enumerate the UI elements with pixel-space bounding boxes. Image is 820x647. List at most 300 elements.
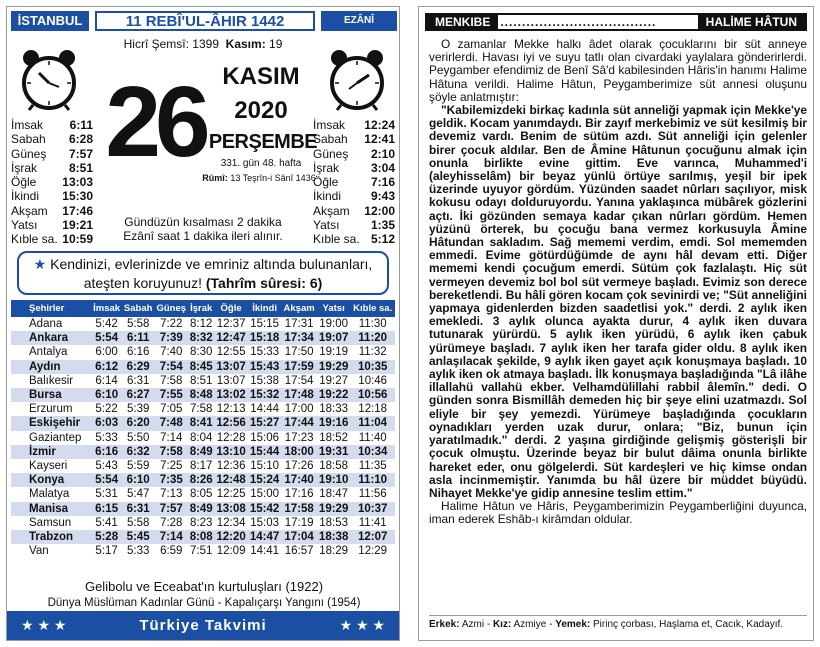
menu-yemek: Pirinç çorbası, Haşlama et, Cacık, Kadayıf. — [593, 619, 784, 630]
time-cell: 17:48 — [281, 388, 317, 402]
table-row — [11, 473, 395, 487]
table-row — [11, 345, 395, 359]
time-cell: 7:05 — [160, 403, 183, 416]
time-cell: 11:10 — [350, 473, 395, 487]
prayer-time-label: Akşam — [313, 203, 350, 218]
prayer-time-value: 17:46 — [62, 203, 93, 218]
time-cell: 18:47 — [319, 488, 349, 501]
time-cell: 7:25 — [160, 460, 183, 473]
prayer-time-label: Yatsı — [313, 218, 340, 233]
time-cell: 7:35 — [154, 473, 188, 487]
time-cell: 12:18 — [358, 403, 388, 416]
time-cell: 8:12 — [190, 318, 213, 330]
time-cell: 5:33 — [95, 431, 118, 444]
city-name: İzmir — [11, 445, 91, 459]
cities-table — [11, 300, 395, 558]
prayer-time-label: Sabah — [313, 132, 348, 147]
time-cell: 18:33 — [319, 403, 349, 416]
prayer-time-label: Yatsı — [11, 218, 38, 233]
time-cell: 8:04 — [190, 431, 213, 444]
brand-bar — [7, 611, 399, 640]
time-cell: 5:17 — [95, 545, 118, 558]
time-cell: 5:41 — [95, 516, 118, 529]
ezani-tag: EZÂNÎ (MAHALLÎ) — [321, 11, 397, 31]
time-cell: 7:55 — [154, 388, 188, 402]
time-cell: 5:58 — [126, 318, 150, 330]
prayer-time-label: İmsak — [313, 118, 346, 132]
time-cell: 5:39 — [126, 403, 150, 416]
time-cell: 15:32 — [248, 388, 282, 402]
table-row — [11, 402, 395, 416]
prayer-time-value: 6:11 — [69, 118, 93, 132]
time-cell: 6:11 — [122, 331, 154, 345]
city-name: Aydın — [11, 360, 91, 374]
time-cell: 19:00 — [319, 318, 349, 330]
city-name: Manisa — [11, 502, 91, 516]
time-cell: 8:08 — [189, 531, 213, 544]
column-header: Kıble sa. — [350, 300, 395, 317]
column-header: İkindi — [248, 300, 282, 317]
time-cell: 17:00 — [284, 403, 314, 416]
time-cell: 14:47 — [248, 530, 282, 544]
time-cell: 15:06 — [250, 431, 279, 444]
time-cell: 7:22 — [160, 318, 183, 330]
event-line-2: Dünya Müslüman Kadınlar Günü - Kapalıçarşı Yangını (1954) — [47, 597, 361, 609]
time-cell: 13:08 — [214, 502, 248, 516]
time-cell: 7:14 — [160, 431, 183, 444]
prayer-time-label: Öğle — [313, 175, 339, 190]
prayer-time-row — [313, 161, 395, 175]
table-row — [11, 388, 395, 402]
city-name: Trabzon — [11, 530, 91, 544]
story-paragraph: "Kabilemizdeki birkaç kadınla süt anneliği yapmak için Mekke'ye geldik. Kocam yanımdaydı. Bir zayıf merkebimiz ve süt kesilmiş bir devemiz vardı. Benim de sütüm azdı. Süt anneliği için gelenler birer çocuk aldılar. Ben de Âmine Hâtunun çocuğunu almak için onunla birlikte evine gittim. Eve varınca, Muhammed'i (aleyhisselâm) bir beyaz yünlü örtüye sarılmış, yeşil bir ipek üzerinde uyuyor gördüm. Yüzünden saadet nûrları saçılıyor, misk kokusu odayı dolduruyordu. Yanına yaklaşınca mübârek gözlerini açtı. İki gözünden semaya kadar çıkan nûrları gördüm. Hemen yüzünü örterek, bu çocuğu bana vermez korkusuyla Âmine Hâtundan sakladım. Sağ mememi verdim, emdi. Sol mememden emmedi. Evime götürdüğümde de aynı hâl devam etti. Diğer mememi kendi çocuğum emerdi. Sütüm çok fazlalaştı. Hiç süt vermeyen devemiz bol bol süt vermeye başladı. Evimiz son derece bereketlendi. Bu hâli gören kocam çok sevinirdi ve; "Süt anneliğini yapmaya gidenlerden bizden saadetlisi yok." derdi. 2 aylık iken emekledi. 3 aylık olunca ayakta durur, 4 aylık iken duvara tutunarak yürürdü. 5 aylık iken yürüdü, 6 aylık iken çabuk yürümeye başladı. 7 aylık iken her tarafa gider oldu. 8 aylık iken anlaşılacak şekilde, 9 aylık iken gayet açık konuşmaya başladı. 10 aylık iken ok atmaya başladı. İlk konuşmaya başladığında "Lâ ilâhe illallahü vallahü ekber. Velhamdülillahi rabbil âlemîn." dedi. O günden sonra Bismillâh demeden hiç bir şeye elini uzatmazdı. Sol eliyle bir şey yemezdi. Yürümeye başladığında çocukların oynadıkları yerden uzak durur, onlara; "Biz, bunun için yaratılmadık." derdi. 2 yaşına girdiğinde gelişmiş gösterişli bir çocuk olmuştu. Üzerinde beyaz bir bulut dâima onunla birlikte hareket eder, onu gölgelerdi. Süt kardeşleri ve hiç kimse ondan asla incinmemiştir. Yanımda bu hâl üzere bir müddet büyüdü. Nihayet Mekke'ye gidip annesine teslim ettim." — [429, 103, 807, 500]
time-cell: 17:23 — [284, 431, 314, 444]
table-row — [11, 374, 395, 388]
time-cell: 18:00 — [281, 445, 317, 459]
time-cell: 18:58 — [319, 460, 349, 473]
city-name: Antalya — [29, 346, 68, 359]
time-cell: 14:41 — [250, 545, 279, 558]
time-cell: 19:19 — [319, 346, 349, 359]
event-line-1: Gelibolu ve Eceabat'ın kurtuluşları (1922) — [84, 579, 324, 594]
time-cell: 15:44 — [248, 445, 282, 459]
prayer-time-value: 7:57 — [68, 146, 93, 161]
time-cell: 10:34 — [350, 445, 395, 459]
time-cell: 19:27 — [319, 374, 349, 387]
menu-kiz-label: Kız: — [492, 619, 512, 630]
city-name: Samsun — [29, 516, 72, 529]
time-cell: 6:16 — [126, 346, 150, 359]
time-cell: 17:58 — [281, 502, 317, 516]
time-cell: 17:44 — [281, 416, 317, 430]
prayer-time-row — [313, 132, 395, 146]
table-row — [11, 530, 395, 544]
city-name: Eskişehir — [11, 416, 91, 430]
prayer-time-value: 6:28 — [68, 132, 93, 147]
time-cell: 15:10 — [250, 460, 279, 473]
prayer-time-row — [11, 132, 93, 146]
time-cell: 12:07 — [350, 530, 395, 544]
time-cell: 15:24 — [248, 473, 282, 487]
prayer-time-value: 19:21 — [62, 218, 93, 233]
star-icon: ★ — [33, 256, 47, 272]
day-week-count: 331. gün 48. hafta — [220, 158, 302, 169]
column-header: Sabah — [122, 300, 154, 317]
time-cell: 15:15 — [250, 318, 279, 330]
prayer-time-value: 15:30 — [62, 189, 93, 204]
time-cell: 8:49 — [189, 445, 213, 458]
time-cell: 12:56 — [214, 416, 248, 430]
time-cell: 17:54 — [284, 374, 314, 387]
time-cell: 19:16 — [317, 416, 351, 430]
time-cell: 17:16 — [284, 488, 314, 501]
time-cell: 6:16 — [91, 445, 122, 459]
city-tag[interactable]: İSTANBUL — [11, 11, 89, 31]
time-cell: 6:10 — [91, 388, 122, 402]
time-cell: 12:28 — [216, 431, 246, 444]
time-cell: 6:31 — [126, 374, 150, 387]
time-cell: 8:41 — [189, 417, 213, 430]
day-number: 26 — [105, 66, 205, 178]
prayer-time-label: İşrak — [313, 160, 340, 175]
table-row — [11, 502, 395, 516]
verse-box — [17, 251, 389, 295]
time-cell: 5:54 — [91, 473, 122, 487]
column-header: Güneş — [154, 300, 188, 317]
time-cell: 6:03 — [91, 416, 122, 430]
weekday: PERŞEMBE — [208, 131, 318, 153]
time-cell: 15:18 — [248, 331, 282, 345]
time-cell: 12:36 — [216, 460, 246, 473]
prayer-times-local — [11, 118, 93, 247]
prayer-time-label: Akşam — [11, 203, 48, 218]
time-cell: 7:48 — [154, 416, 188, 430]
city-name: Erzurum — [29, 403, 73, 416]
time-cell: 10:37 — [350, 502, 395, 516]
column-header: Şehirler — [11, 300, 91, 317]
daily-menu: Erkek: Azmi - Kız: Azmiye - Yemek: Pirinç çorbası, Haşlama et, Cacık, Kadayıf. — [429, 615, 807, 630]
time-cell: 7:39 — [154, 331, 188, 345]
time-cell: 11:40 — [358, 431, 387, 444]
column-header: İşrak — [188, 300, 214, 317]
prayer-time-row — [11, 189, 93, 203]
time-cell: 17:04 — [281, 530, 317, 544]
prayer-time-label: Kıble sa. — [313, 232, 360, 247]
prayer-time-label: İkindi — [313, 189, 342, 204]
prayer-time-row — [313, 189, 395, 203]
table-row — [11, 317, 395, 331]
table-row — [11, 544, 395, 558]
time-cell: 5:33 — [126, 545, 150, 558]
column-header: İmsak — [91, 300, 122, 317]
time-cell: 13:07 — [214, 360, 248, 374]
prayer-time-label: İmsak — [11, 118, 44, 132]
time-cell: 5:59 — [126, 460, 150, 473]
city-name: Konya — [11, 473, 91, 487]
prayer-time-label: Güneş — [11, 146, 47, 161]
menu-yemek-label: Yemek: — [555, 619, 591, 630]
prayer-time-row — [313, 204, 395, 218]
rumi-date — [201, 173, 317, 183]
time-cell: 12:25 — [216, 488, 246, 501]
prayer-time-row — [11, 232, 93, 246]
time-cell: 19:22 — [317, 388, 351, 402]
time-cell: 12:34 — [216, 516, 246, 529]
time-cell: 18:38 — [317, 530, 351, 544]
time-cell: 19:07 — [317, 331, 351, 345]
stars-left: ★ ★ ★ — [21, 617, 67, 633]
menu-erkek: Azmi — [461, 619, 485, 630]
story-body — [429, 38, 807, 527]
verse-source: (Tahrîm sûresi: 6) — [205, 275, 323, 291]
time-cell: 12:55 — [216, 346, 246, 359]
time-cell: 12:09 — [216, 545, 246, 558]
time-cell: 5:58 — [126, 516, 150, 529]
prayer-time-value: 10:59 — [62, 232, 93, 247]
time-cell: 15:00 — [250, 488, 279, 501]
time-cell: 13:10 — [214, 445, 248, 459]
time-cell: 15:33 — [250, 346, 279, 359]
calendar-page — [6, 6, 400, 641]
table-row — [11, 445, 395, 459]
time-cell: 15:03 — [250, 516, 279, 529]
day-events — [11, 579, 397, 611]
time-cell: 15:42 — [248, 502, 282, 516]
prayer-time-row — [11, 118, 93, 132]
prayer-time-row — [313, 118, 395, 132]
time-cell: 11:41 — [358, 516, 387, 529]
time-cell: 6:10 — [122, 473, 154, 487]
time-cell: 10:35 — [350, 360, 395, 374]
time-cell: 17:31 — [284, 318, 314, 330]
table-row — [11, 459, 395, 473]
prayer-time-value: 12:24 — [364, 118, 395, 132]
prayer-time-value: 13:03 — [62, 175, 93, 190]
time-cell: 10:46 — [358, 374, 388, 387]
prayer-time-row — [313, 147, 395, 161]
time-cell: 6:59 — [160, 545, 183, 558]
time-cell: 7:58 — [190, 403, 213, 416]
section-tag: MENKIBE — [427, 15, 498, 29]
time-cell: 17:50 — [284, 346, 314, 359]
city-name: Adana — [29, 318, 63, 330]
city-name: Kayseri — [29, 460, 68, 473]
year: 2020 — [234, 97, 288, 124]
time-cell: 5:54 — [91, 331, 122, 345]
time-cell: 6:00 — [95, 346, 118, 359]
time-cell: 5:47 — [126, 488, 150, 501]
table-row — [11, 487, 395, 501]
table-header-row — [11, 300, 395, 317]
alarm-clock-icon — [17, 47, 81, 111]
time-cell: 5:22 — [95, 403, 118, 416]
time-cell: 5:43 — [95, 460, 118, 473]
time-cell: 16:57 — [284, 545, 314, 558]
column-header: Öğle — [214, 300, 248, 317]
header-dots: .................................... — [500, 15, 657, 29]
prayer-time-value: 8:51 — [68, 160, 93, 175]
table-row — [11, 331, 395, 345]
time-cell: 7:58 — [154, 445, 188, 459]
city-name: Bursa — [11, 388, 91, 402]
month-name: KASIM — [222, 63, 300, 90]
story-paragraph: Halime Hâtun ve Hâris, Peygamberimizin Peygamberliğini duyunca, iman ederek Eshâb-ı kirâmdan oldular. — [429, 499, 807, 527]
time-cell: 7:54 — [154, 360, 188, 374]
story-paragraph: O zamanlar Mekke halkı âdet olarak çocuklarını bir süt anneye verirlerdi. Havası iyi ve suyu tatlı olan civardaki yaylalara gönderirlerdi. Peygamber efendimiz de Benî Sâ'd kabilesinden Hâris'in hanımı Halime Hâtuna verildi. Halime Hâtun, Peygamberimize süt annesi oluşunu şöyle anlatmıştır: — [429, 37, 807, 104]
prayer-time-value: 12:00 — [364, 203, 395, 218]
rumi-label: Rûmî: — [202, 173, 228, 183]
time-cell: 17:34 — [281, 331, 317, 345]
hijri-date: 11 REBÎ'UL-ÂHIR 1442 — [95, 11, 315, 31]
time-cell: 15:43 — [248, 360, 282, 374]
time-cell: 8:05 — [190, 488, 213, 501]
time-cell: 12:13 — [216, 403, 246, 416]
time-cell: 11:04 — [350, 416, 395, 430]
time-cell: 19:29 — [317, 502, 351, 516]
prayer-time-row — [11, 147, 93, 161]
table-row — [11, 360, 395, 374]
prayer-time-value: 9:43 — [370, 189, 395, 204]
time-cell: 5:42 — [95, 318, 118, 330]
time-cell: 12:29 — [358, 545, 388, 558]
time-cell: 6:31 — [122, 502, 154, 516]
time-cell: 7:28 — [160, 516, 183, 529]
prayer-time-value: 12:41 — [364, 132, 395, 147]
time-cell: 8:48 — [189, 389, 213, 402]
time-cell: 13:07 — [216, 374, 246, 387]
prayer-time-label: Öğle — [11, 175, 37, 190]
time-cell: 18:29 — [319, 545, 349, 558]
prayer-time-value: 3:04 — [370, 160, 395, 175]
time-cell: 11:20 — [350, 331, 395, 345]
time-cell: 11:32 — [358, 346, 387, 359]
time-cell: 19:29 — [317, 360, 351, 374]
time-cell: 12:20 — [214, 530, 248, 544]
time-cell: 6:29 — [122, 360, 154, 374]
time-cell: 7:58 — [160, 374, 183, 387]
time-cell: 6:14 — [95, 374, 118, 387]
time-cell: 13:02 — [214, 388, 248, 402]
time-cell: 8:32 — [189, 332, 213, 345]
story-page — [418, 6, 814, 641]
prayer-time-row — [11, 218, 93, 232]
prayer-times-ezani — [313, 118, 395, 247]
prayer-time-label: İşrak — [11, 160, 38, 175]
time-cell: 11:30 — [358, 318, 387, 330]
prayer-time-row — [11, 175, 93, 189]
time-cell: 6:20 — [122, 416, 154, 430]
time-cell: 7:14 — [154, 530, 188, 544]
story-title: HALİME HÂTUN — [698, 15, 805, 29]
time-cell: 12:37 — [216, 318, 246, 330]
time-cell: 12:48 — [214, 473, 248, 487]
kisalma-line-1: Gündüzün kısalması 2 dakika — [124, 215, 282, 229]
prayer-time-row — [313, 175, 395, 189]
prayer-time-label: Sabah — [11, 132, 46, 147]
time-cell: 18:53 — [319, 516, 349, 529]
column-header: Akşam — [281, 300, 317, 317]
prayer-time-label: İkindi — [11, 189, 40, 204]
kasim-label: Kasım: — [225, 37, 266, 51]
time-cell: 11:35 — [358, 460, 387, 473]
rumi-value: 13 Teşrîn-i Sânî 1436 — [230, 173, 316, 183]
time-cell: 18:52 — [319, 431, 349, 444]
city-name: Malatya — [29, 488, 70, 501]
city-name: Van — [29, 545, 49, 558]
city-name: Ankara — [11, 331, 91, 345]
time-cell: 5:31 — [95, 488, 118, 501]
time-cell: 17:19 — [284, 516, 314, 529]
kasim-value: 19 — [269, 37, 283, 51]
time-cell: 6:12 — [91, 360, 122, 374]
time-cell: 8:26 — [189, 474, 213, 487]
prayer-time-value: 1:35 — [370, 218, 395, 233]
time-cell: 7:51 — [190, 545, 213, 558]
prayer-time-value: 7:16 — [370, 175, 395, 190]
kisalma-line-2: Ezânî saat 1 dakika ileri alınır. — [123, 229, 283, 243]
time-cell: 5:45 — [122, 530, 154, 544]
time-cell: 14:44 — [250, 403, 279, 416]
time-cell: 6:15 — [91, 502, 122, 516]
time-cell: 5:50 — [126, 431, 150, 444]
time-cell: 7:13 — [160, 488, 183, 501]
table-row — [11, 516, 395, 530]
time-cell: 11:56 — [358, 488, 387, 501]
time-cell: 17:40 — [281, 473, 317, 487]
prayer-time-label: Kıble sa. — [11, 232, 58, 247]
prayer-time-value: 5:12 — [370, 232, 395, 247]
menu-erkek-label: Erkek: — [429, 619, 460, 630]
time-cell: 15:38 — [250, 374, 279, 387]
table-row — [11, 431, 395, 445]
time-cell: 8:23 — [190, 516, 213, 529]
story-header — [425, 13, 807, 31]
prayer-time-row — [11, 204, 93, 218]
hicri-semsi-label: Hicrî Şemsî: — [123, 37, 189, 51]
hicri-semsi-row — [95, 37, 311, 51]
time-cell: 8:30 — [190, 346, 213, 359]
time-cell: 19:31 — [317, 445, 351, 459]
time-cell: 7:40 — [160, 346, 183, 359]
prayer-time-row — [11, 161, 93, 175]
time-cell: 12:47 — [214, 331, 248, 345]
time-cell: 5:28 — [91, 530, 122, 544]
brand-logo: Türkiye Takvimi — [139, 617, 267, 634]
city-name: Gaziantep — [29, 431, 82, 444]
prayer-time-value: 2:10 — [370, 146, 395, 161]
hicri-semsi-value: 1399 — [192, 37, 219, 51]
menu-kiz: Azmiye — [513, 619, 547, 630]
time-cell: 17:59 — [281, 360, 317, 374]
time-cell: 8:45 — [189, 360, 213, 373]
time-cell: 8:49 — [189, 502, 213, 515]
time-cell: 8:17 — [190, 460, 213, 473]
verse-text: Kendinizi, evlerinizde ve emriniz altında bulunanları, ateşten koruyunuz! — [50, 256, 373, 291]
city-name: Balıkesir — [29, 374, 74, 387]
time-cell: 10:56 — [350, 388, 395, 402]
prayer-time-row — [313, 232, 395, 246]
time-cell: 8:51 — [190, 374, 213, 387]
time-cell: 7:57 — [154, 502, 188, 516]
alarm-clock-icon — [325, 47, 389, 111]
prayer-time-label: Güneş — [313, 146, 349, 161]
time-cell: 15:27 — [248, 416, 282, 430]
time-cell: 6:32 — [122, 445, 154, 459]
day-length-note — [95, 215, 311, 243]
column-header: Yatsı — [317, 300, 351, 317]
time-cell: 17:26 — [284, 460, 314, 473]
stars-right: ★ ★ ★ — [339, 617, 385, 633]
